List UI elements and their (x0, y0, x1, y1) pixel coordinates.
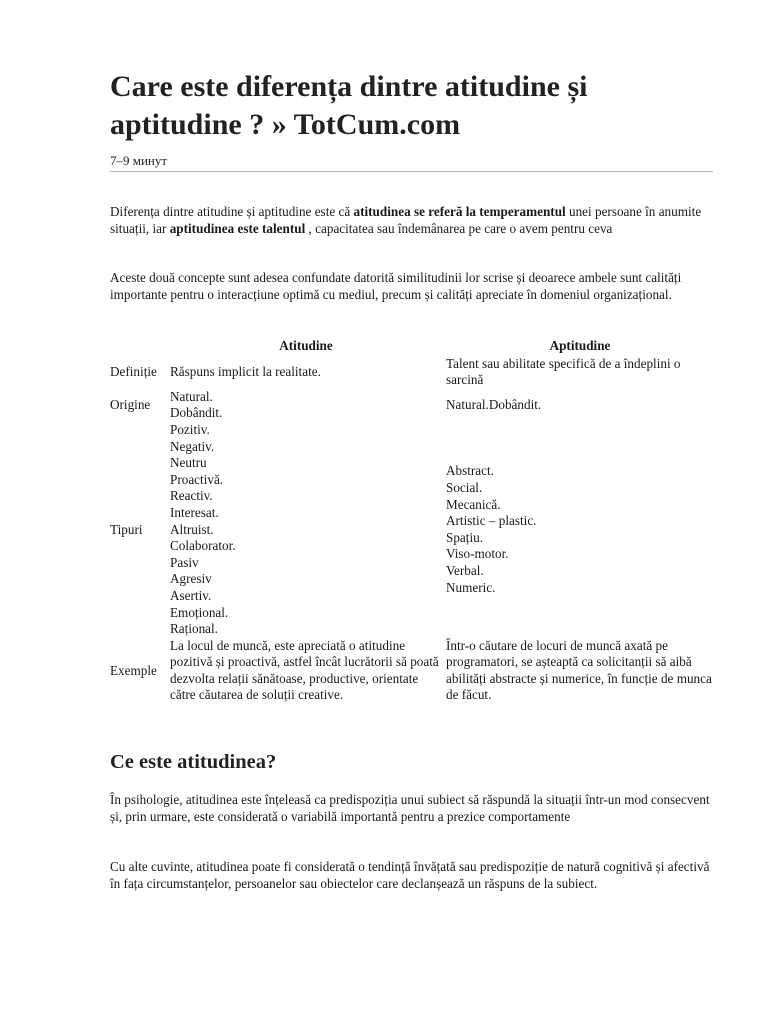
list-item: Emoțional. (170, 604, 229, 620)
table-header-atitudine: Atitudine (279, 338, 333, 353)
list-item: Natural. (170, 388, 213, 404)
list-item: Pozitiv. (170, 421, 210, 437)
cell-atitudine: Răspuns implicit la realitate. (170, 363, 321, 379)
section-paragraph-1 (110, 792, 710, 825)
table-row-definitie (108, 356, 716, 389)
cell-aptitudine (444, 356, 716, 389)
list-item: Neutru (170, 455, 207, 471)
intro-text-2: unei persoane în anumite situații, iar (110, 204, 702, 236)
cell-atitudine: La locul de muncă, este apreciată o atitudine pozitivă și proactivă, astfel încât lucrătorii să poată dezvolta relații sănătoase, productive, orientate către căutarea de soluții creative. (170, 637, 439, 703)
cell-text: Talent sau abilitate specifică de a îndeplini o sarcină (446, 355, 681, 388)
list-item: Verbal. (446, 563, 484, 579)
page-title: Care este diferența dintre atitudine și aptitudine ? » TotCum.com (110, 70, 588, 141)
read-time: 7–9 минут (110, 153, 713, 172)
cell-aptitudine: Într-o căutare de locuri de muncă axată pe programatori, se așteaptă ca solicitanții să aibă abilități abstracte și numerice, în funcție de munca de făcut. (446, 637, 712, 703)
intro-text-1: Diferența dintre atitudine și aptitudine este că (110, 204, 354, 219)
list-item: Mecanică. (446, 496, 501, 512)
list-item: Proactivă. (170, 471, 224, 487)
list-item: Spațiu. (446, 529, 483, 545)
intro-bold-1: atitudinea se referă la temperamentul (353, 204, 566, 219)
intro-text-3: , capacitatea sau îndemânarea pe care o avem pentru ceva (305, 220, 613, 236)
list-item: Agresiv (170, 571, 212, 587)
cell-aptitudine: Natural.Dobândit. (446, 397, 542, 413)
list-item: Numeric. (446, 579, 496, 595)
list-item: Rațional. (170, 621, 218, 637)
table-header-aptitudine: Aptitudine (549, 338, 611, 353)
row-label: Tipuri (110, 521, 143, 537)
list-item: Social. (446, 480, 483, 496)
cell-atitudine (168, 422, 444, 638)
cell-aptitudine (444, 422, 716, 638)
second-paragraph: Aceste două concepte sunt adesea confundate datorită similitudinii lor scrise și deoarece ambele sunt calități importante pentru o interacțiune optimă cu mediul, precum și calități apreciate în domeniul organizațional. (110, 270, 682, 302)
list-item: Asertiv. (170, 587, 212, 603)
list-item: Colaborator. (170, 538, 236, 554)
list-item: Altruist. (170, 521, 214, 537)
row-label: Origine (110, 397, 151, 413)
list-item: Abstract. (446, 463, 494, 479)
table-header-row (108, 337, 716, 356)
row-label: Definiție (110, 363, 157, 379)
list-item: Viso-motor. (446, 546, 509, 562)
list-item: Dobândit. (170, 405, 223, 421)
section-paragraph-2: Cu alte cuvinte, atitudinea poate fi considerată o tendință învățată sau predispoziție de natură cognitivă și afectivă în fața circumstanțelor, persoanelor sau obiectelor care declanșează un răspuns de la subiect. (110, 859, 710, 891)
list-item: Negativ. (170, 438, 215, 454)
intro-paragraph (110, 204, 710, 237)
table-row-origine (108, 389, 716, 422)
list-item: Pasiv (170, 554, 199, 570)
section-text-1: În psihologie, atitudinea este înțeleasă ca predispoziția unui subiect să răspundă la situații într-un mod consecvent și, prin urmare, este considerată o variabilă importantă pentru a prezice comportamente (110, 792, 710, 824)
cell-atitudine (168, 389, 444, 422)
section-heading: Ce este atitudinea? (110, 751, 277, 773)
comparison-table (108, 337, 716, 704)
table-row-exemple (108, 638, 716, 704)
list-item: Interesat. (170, 504, 219, 520)
list-item: Artistic – plastic. (446, 513, 537, 529)
intro-bold-2: aptitudinea este talentul (169, 220, 306, 236)
list-item: Reactiv. (170, 488, 213, 504)
table-header-empty (108, 337, 168, 356)
table-row-tipuri (108, 422, 716, 638)
row-label: Exemple (110, 662, 157, 678)
